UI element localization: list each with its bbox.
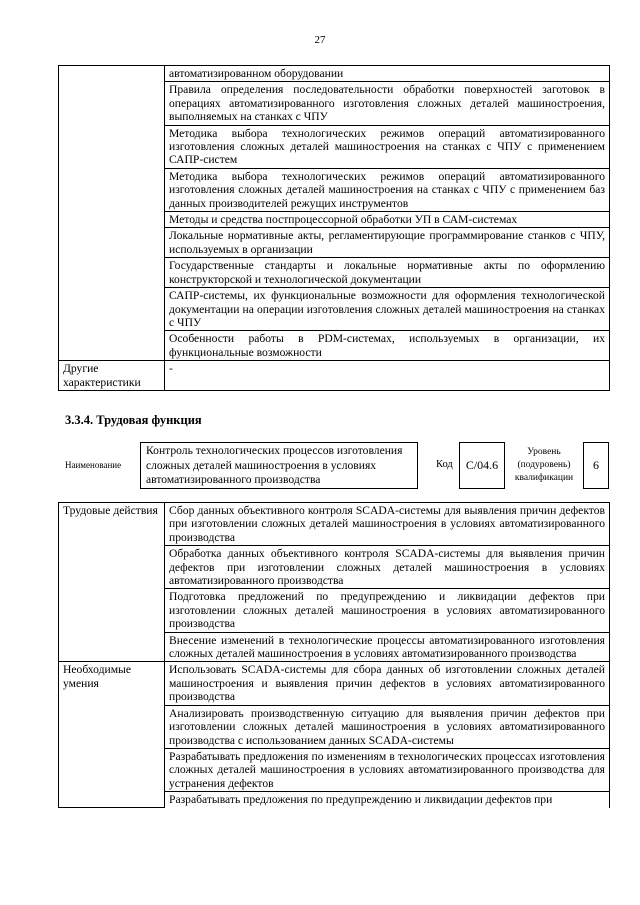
other-characteristics-value: - bbox=[165, 361, 610, 391]
skill-item: Разрабатывать предложения по предупреждению и ликвидации дефектов при bbox=[165, 792, 610, 808]
knowledge-item: Методика выбора технологических режимов операций автоматизированного изготовления сложных деталей машиностроения на станках с ЧПУ с применением САПР-систем bbox=[165, 125, 610, 168]
labor-actions-label: Трудовые действия bbox=[59, 503, 165, 662]
knowledge-item: Государственные стандарты и локальные нормативные акты по оформлению конструкторской и технологической документации bbox=[165, 258, 610, 288]
knowledge-table bbox=[58, 65, 610, 391]
knowledge-item: Правила определения последовательности обработки поверхностей заготовок в операциях автоматизированного изготовления сложных деталей машиностроения, выполняемых на станках с ЧПУ bbox=[165, 82, 610, 125]
labor-action-item: Сбор данных объективного контроля SCADA-системы для выявления причин дефектов при изготовлении сложных деталей машиностроения в условиях автоматизированного производства bbox=[165, 503, 610, 546]
code-label: Код bbox=[436, 459, 453, 470]
section-heading: 3.3.4. Трудовая функция bbox=[65, 413, 202, 427]
name-label: Наименование bbox=[65, 460, 122, 470]
skill-item: Использовать SCADA-системы для сбора данных об изготовлении сложных деталей машиностроения и выявления причин дефектов в условиях автоматизированного производства bbox=[165, 662, 610, 705]
labor-action-item: Обработка данных объективного контроля SCADA-системы для выявления причин дефектов при изготовлении сложных деталей машиностроения в условиях автоматизированного производства bbox=[165, 546, 610, 589]
level-box: 6 bbox=[583, 442, 609, 489]
labor-action-item: Внесение изменений в технологические процессы автоматизированного изготовления сложных деталей машиностроения в условиях автоматизированного производства bbox=[165, 632, 610, 662]
skill-item: Разрабатывать предложения по изменениям в технологических процессах изготовления сложных деталей машиностроения в условиях автоматизированного производства для устранения дефектов bbox=[165, 748, 610, 791]
function-name-box: Контроль технологических процессов изготовления сложных деталей машиностроения в условиях автоматизированного производства bbox=[140, 442, 418, 489]
knowledge-item: Локальные нормативные акты, регламентирующие программирование станков с ЧПУ, используемых в организации bbox=[165, 228, 610, 258]
skills-label: Необходимые умения bbox=[59, 662, 165, 808]
knowledge-label-cell bbox=[59, 66, 165, 361]
page-number: 27 bbox=[314, 34, 326, 46]
labor-action-item: Подготовка предложений по предупреждению и ликвидации дефектов при изготовлении сложных деталей машиностроения в условиях автоматизированного производства bbox=[165, 589, 610, 632]
code-box: С/04.6 bbox=[459, 442, 505, 489]
other-characteristics-label: Другие характеристики bbox=[59, 361, 165, 391]
level-label: Уровень (подуровень) квалификации bbox=[514, 447, 574, 483]
knowledge-item: Методика выбора технологических режимов операций автоматизированного изготовления сложных деталей машиностроения на станках с ЧПУ с применением баз данных производителей режущих инструментов bbox=[165, 168, 610, 211]
knowledge-item: автоматизированном оборудовании bbox=[165, 66, 610, 82]
labor-function-table bbox=[58, 502, 610, 808]
knowledge-item: Методы и средства постпроцессорной обработки УП в САМ-системах bbox=[165, 212, 610, 228]
skill-item: Анализировать производственную ситуацию для выявления причин дефектов при изготовлении сложных деталей машиностроения в условиях автоматизированного производства с использованием данных SCADA-системы bbox=[165, 705, 610, 748]
knowledge-item: САПР-системы, их функциональные возможности для оформления технологической документации на операции изготовления сложных деталей машиностроения на станках с ЧПУ bbox=[165, 288, 610, 331]
knowledge-item: Особенности работы в PDM-системах, используемых в организации, их функциональные возможности bbox=[165, 331, 610, 361]
